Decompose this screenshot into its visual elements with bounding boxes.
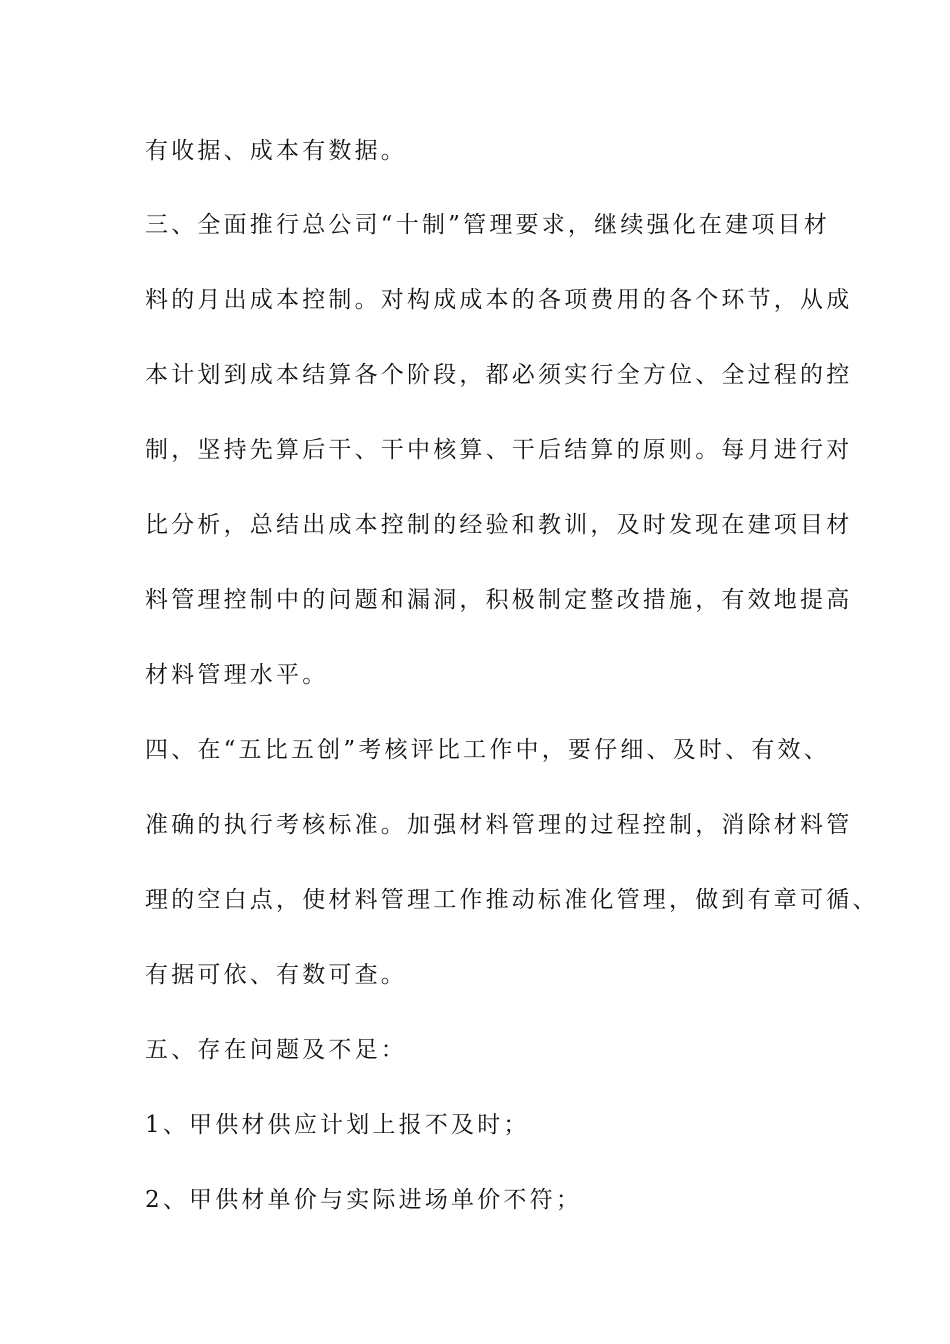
text-line: 材料管理水平。 (145, 662, 329, 688)
section-five-heading-line: 五、存在问题及不足： (145, 1037, 407, 1063)
text-line: 理的空白点，使材料管理工作推动标准化管理，做到有章可循、 (145, 887, 879, 913)
text-line: 料的月出成本控制。对构成成本的各项费用的各个环节，从成 (145, 287, 853, 313)
section-four-heading-line: 四、在“五比五创”考核评比工作中，要仔细、及时、有效、 (145, 737, 830, 763)
text-line: 准确的执行考核标准。加强材料管理的过程控制，消除材料管 (145, 812, 853, 838)
text-line: 有收据、成本有数据。 (145, 138, 407, 164)
text-line: 本计划到成本结算各个阶段，都必须实行全方位、全过程的控 (145, 362, 853, 388)
text-line: 有据可依、有数可查。 (145, 962, 407, 988)
section-three-heading-line: 三、全面推行总公司“十制”管理要求，继续强化在建项目材 (145, 212, 830, 238)
text-line: 比分析，总结出成本控制的经验和教训，及时发现在建项目材 (145, 512, 853, 538)
text-line: 料管理控制中的问题和漏洞，积极制定整改措施，有效地提高 (145, 587, 853, 613)
text-line: 制，坚持先算后干、干中核算、干后结算的原则。每月进行对 (145, 437, 853, 463)
list-item: 2、甲供材单价与实际进场单价不符； (145, 1187, 583, 1213)
list-item: 1、甲供材供应计划上报不及时； (145, 1112, 530, 1138)
